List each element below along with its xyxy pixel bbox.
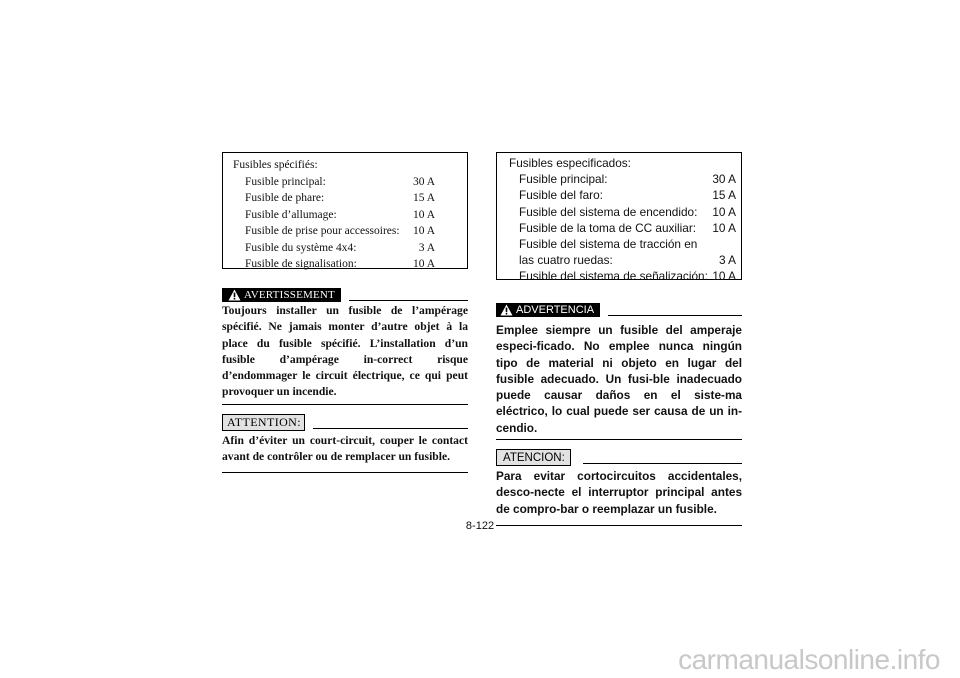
warning-triangle-icon bbox=[500, 304, 513, 316]
fuse-spec-box-fr bbox=[222, 152, 468, 269]
french-column bbox=[222, 152, 468, 473]
spec-title: Fusibles spécifiés: bbox=[233, 159, 318, 171]
watermark-text: carmanualsonline.info bbox=[678, 644, 940, 675]
spec-row bbox=[509, 204, 736, 220]
spec-label: Fusible principal: bbox=[519, 172, 608, 187]
spec-row bbox=[233, 240, 459, 257]
caution-text-es: Para evitar cortocircuitos accidentales, desco-necte el interruptor principal antes de compro-bar o reemplazar un fusible. bbox=[496, 469, 742, 516]
spec-value: 3 A bbox=[418, 241, 435, 254]
spec-label: Fusible du système 4x4: bbox=[245, 241, 357, 254]
warning-end-rule bbox=[222, 404, 468, 405]
header-rule bbox=[313, 428, 468, 429]
warning-triangle-icon bbox=[228, 289, 241, 301]
spec-value: 10 A bbox=[712, 220, 736, 235]
spec-label: Fusible d’allumage: bbox=[245, 208, 337, 221]
spanish-column bbox=[496, 152, 742, 526]
warning-label-text: AVERTISSEMENT bbox=[244, 289, 335, 301]
fuse-spec-box-es bbox=[496, 152, 742, 284]
spec-label: Fusible principal: bbox=[245, 175, 326, 188]
spec-value: 15 A bbox=[712, 188, 736, 203]
spec-row bbox=[509, 236, 736, 268]
header-rule bbox=[349, 300, 468, 301]
spec-label: Fusible de signalisation: bbox=[245, 258, 357, 270]
warning-label-text: ADVERTENCIA bbox=[516, 304, 595, 316]
spec-value: 10 A bbox=[412, 258, 435, 270]
header-rule bbox=[608, 315, 742, 316]
spec-value: 10 A bbox=[712, 204, 736, 219]
warning-end-rule bbox=[496, 439, 742, 440]
spec-title: Fusibles especificados: bbox=[509, 156, 631, 170]
spec-label: Fusible de prise pour accessoires: bbox=[245, 225, 400, 237]
spec-label: Fusible del sistema de señalización: bbox=[519, 269, 708, 284]
spec-label: Fusible del faro: bbox=[519, 188, 603, 203]
spec-value: 10 A bbox=[412, 208, 435, 221]
spec-value: 3 A bbox=[718, 253, 736, 268]
spec-row bbox=[509, 268, 736, 284]
spec-row bbox=[233, 174, 459, 191]
spec-row bbox=[509, 220, 736, 236]
spec-row bbox=[509, 187, 736, 203]
spec-row bbox=[233, 207, 459, 224]
page-number: 8-122 bbox=[465, 520, 495, 532]
spec-value: 30 A bbox=[412, 175, 435, 188]
spec-label: Fusible de la toma de CC auxiliar: bbox=[519, 220, 697, 235]
spec-row bbox=[233, 256, 459, 273]
caution-label-es: ATENCION: bbox=[496, 449, 571, 466]
spec-row bbox=[233, 190, 459, 207]
caution-text-fr: Afin d’éviter un court-circuit, couper le contact avant de contrôler ou de remplacer un fusible. bbox=[222, 433, 468, 464]
warning-label-es bbox=[496, 303, 600, 317]
warning-label-fr bbox=[222, 288, 341, 302]
spec-value: 30 A bbox=[712, 172, 736, 187]
caution-header-fr bbox=[222, 414, 468, 431]
caution-end-rule bbox=[222, 472, 468, 473]
spec-label: Fusible del sistema de tracción en las cuatro ruedas: bbox=[519, 237, 698, 268]
spec-label: Fusible del sistema de encendido: bbox=[519, 204, 698, 219]
spec-label: Fusible de phare: bbox=[245, 192, 325, 204]
warning-text-es: Emplee siempre un fusible del amperaje especi-ficado. No emplee nunca ningún tipo de material ni objeto en lugar del fusible adecuado. Un fusi-ble inadecuado puede causar daños en el siste-ma eléctrico, lo cual puede ser causa de un in-cendio. bbox=[496, 323, 742, 435]
header-rule bbox=[583, 463, 742, 464]
spec-row bbox=[233, 223, 459, 240]
caution-header-es bbox=[496, 449, 742, 466]
spec-row bbox=[509, 171, 736, 187]
caution-label-fr: ATTENTION: bbox=[222, 414, 305, 431]
warning-text-fr: Toujours installer un fusible de l’ampérage spécifié. Ne jamais monter d’autre objet à la place du fusible spécifié. L’installation d’un fusible d’ampérage in-correct risque d’endommager le circuit électrique, ce qui peut provoquer un incendie. bbox=[222, 304, 468, 399]
warning-header-es bbox=[496, 303, 742, 317]
warning-header-fr bbox=[222, 288, 468, 302]
spec-value: 10 A bbox=[712, 269, 736, 284]
spec-value: 15 A bbox=[412, 192, 435, 204]
spec-value: 10 A bbox=[412, 225, 435, 237]
